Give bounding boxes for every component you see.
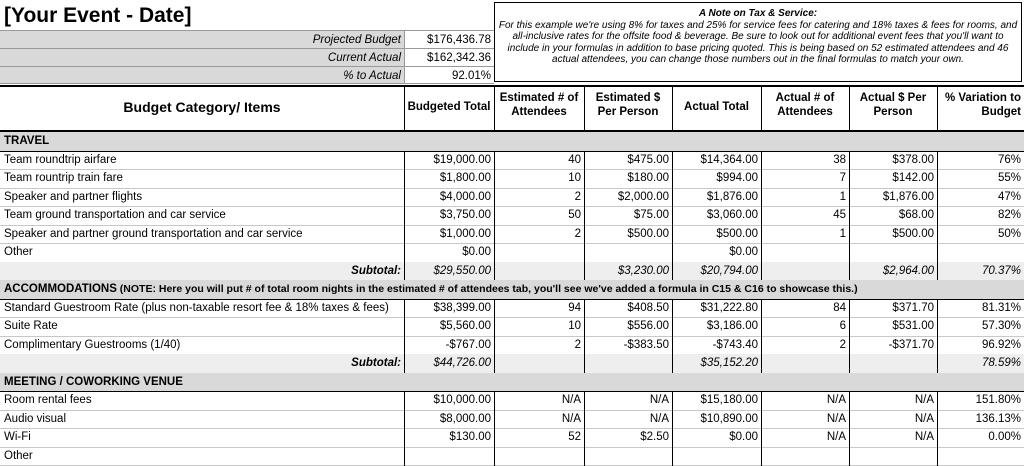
- item-value: $38,399.00: [433, 301, 491, 314]
- item-value: N/A: [649, 394, 669, 406]
- section-title: MEETING / COWORKING VENUE: [4, 375, 183, 388]
- item-value: 40: [568, 153, 581, 166]
- item-name: Team rountrip train fare: [4, 172, 123, 184]
- item-value: $1,876.00: [882, 190, 934, 203]
- item-value: [937, 243, 1024, 262]
- item-value: $0.00: [462, 246, 491, 258]
- item-value: $3,750.00: [439, 209, 491, 221]
- header-est-attendees: Estimated # of Attendees: [499, 92, 579, 118]
- item-value: 38: [833, 153, 846, 166]
- item-name: Speaker and partner ground transportation and car service: [4, 227, 303, 240]
- item-value: 57.30%: [981, 320, 1021, 332]
- pct-to-actual-label: % to Actual: [0, 66, 404, 84]
- item-value: [937, 447, 1024, 466]
- item-value: 55%: [997, 172, 1021, 184]
- item-value: [404, 447, 494, 466]
- item-value: [761, 447, 849, 466]
- item-value: [494, 243, 584, 262]
- pct-to-actual-value: 92.01%: [404, 66, 494, 84]
- item-value: 10: [568, 320, 581, 332]
- item-value: $10,000.00: [433, 394, 491, 406]
- projected-budget-value: $176,436.78: [404, 30, 494, 48]
- item-value: $5,560.00: [439, 320, 491, 332]
- current-actual-value: $162,342.36: [404, 48, 494, 66]
- item-value: $1,000.00: [439, 227, 491, 240]
- item-value: 136.13%: [975, 412, 1021, 425]
- item-value: -$767.00: [445, 338, 491, 351]
- subtotal-variation: 78.59%: [981, 357, 1021, 369]
- item-name: Other: [4, 449, 33, 462]
- subtotal-est-per-person: [584, 354, 672, 373]
- section-note: (NOTE: Here you will put # of total room nights in the estimated # of attendees tab, you'll see we've added a formula in C15 & C16 to showcase this.): [116, 283, 858, 295]
- item-value: $10,890.00: [700, 412, 758, 425]
- item-value: 50: [568, 209, 581, 221]
- subtotal-actual: $35,152.20: [700, 357, 758, 369]
- item-value: -$371.70: [888, 338, 934, 351]
- item-value: 47%: [997, 190, 1021, 203]
- item-value: $19,000.00: [433, 153, 491, 166]
- item-value: $500.00: [716, 227, 758, 240]
- item-value: $0.00: [729, 246, 758, 258]
- item-value: 45: [833, 209, 846, 221]
- item-value: N/A: [826, 431, 846, 443]
- section-header-travel: [0, 132, 1024, 151]
- item-value: N/A: [561, 412, 581, 425]
- item-name: Suite Rate: [4, 320, 58, 332]
- item-value: 151.80%: [975, 394, 1021, 406]
- section-title: ACCOMMODATIONS: [4, 283, 117, 295]
- item-value: 2: [574, 227, 581, 240]
- item-value: [584, 447, 672, 466]
- item-value: 84: [833, 301, 846, 314]
- item-value: $500.00: [892, 227, 934, 240]
- item-value: $1,800.00: [439, 172, 491, 184]
- item-name: Complimentary Guestrooms (1/40): [4, 338, 181, 351]
- item-value: $378.00: [892, 153, 934, 166]
- subtotal-act-per-person: $2,964.00: [882, 264, 934, 277]
- item-value: $14,364.00: [700, 153, 758, 166]
- item-value: $15,180.00: [700, 394, 758, 406]
- item-value: $556.00: [627, 320, 669, 332]
- item-value: 0.00%: [988, 431, 1021, 443]
- section-header-accommodations: [0, 280, 1024, 299]
- item-name: Audio visual: [4, 412, 67, 425]
- item-value: $75.00: [633, 209, 669, 221]
- item-value: $475.00: [627, 153, 669, 166]
- item-value: $3,186.00: [706, 320, 758, 332]
- item-value: 1: [839, 190, 846, 203]
- item-value: $4,000.00: [439, 190, 491, 203]
- item-value: $2,000.00: [617, 190, 669, 203]
- item-value: [584, 243, 672, 262]
- item-value: $371.70: [892, 301, 934, 314]
- item-value: [494, 447, 584, 466]
- item-value: [849, 447, 937, 466]
- section-header-meeting: [0, 373, 1024, 392]
- item-value: N/A: [649, 412, 669, 425]
- header-actual-total: Actual Total: [684, 101, 749, 113]
- item-value: 94: [568, 301, 581, 314]
- item-value: $500.00: [627, 227, 669, 240]
- item-value: N/A: [826, 412, 846, 425]
- item-name: Team roundtrip airfare: [4, 153, 117, 166]
- item-value: $68.00: [898, 209, 934, 221]
- projected-budget-label: Projected Budget: [0, 30, 404, 48]
- item-value: $408.50: [627, 301, 669, 314]
- subtotal-budgeted: $29,550.00: [433, 264, 491, 277]
- subtotal-est-per-person: $3,230.00: [617, 264, 669, 277]
- subtotal-budgeted: $44,726.00: [433, 357, 491, 369]
- current-actual-label: Current Actual: [0, 48, 404, 66]
- subtotal-actual: $20,794.00: [700, 264, 758, 277]
- item-value: 81.31%: [981, 301, 1021, 314]
- section-title: TRAVEL: [4, 135, 50, 147]
- item-value: 6: [839, 320, 846, 332]
- item-value: $31,222.80: [700, 301, 758, 314]
- item-value: [672, 447, 761, 466]
- item-name: Speaker and partner flights: [4, 190, 143, 203]
- header-budgeted-total: Budgeted Total: [407, 101, 491, 113]
- item-value: N/A: [561, 394, 581, 406]
- item-name: Team ground transportation and car service: [4, 209, 226, 221]
- header-act-per-person: Actual $ Per Person: [859, 92, 927, 118]
- item-name: Other: [4, 246, 33, 258]
- item-value: 2: [839, 338, 846, 351]
- item-value: 2: [574, 190, 581, 203]
- item-value: -$743.40: [712, 338, 758, 351]
- item-value: 50%: [997, 227, 1021, 240]
- item-value: $180.00: [627, 172, 669, 184]
- item-name: Wi-Fi: [4, 431, 31, 443]
- item-value: $130.00: [449, 431, 491, 443]
- item-value: $142.00: [892, 172, 934, 184]
- item-value: $8,000.00: [439, 412, 491, 425]
- item-value: 76%: [997, 153, 1021, 166]
- item-value: $531.00: [892, 320, 934, 332]
- header-est-per-person: Estimated $ Per Person: [595, 92, 661, 118]
- item-value: N/A: [914, 394, 934, 406]
- item-value: 82%: [997, 209, 1021, 221]
- item-value: N/A: [826, 394, 846, 406]
- item-value: -$383.50: [623, 338, 669, 351]
- event-title: [Your Event - Date]: [4, 4, 192, 27]
- tax-service-note: [494, 2, 1022, 82]
- item-value: $2.50: [640, 431, 669, 443]
- note-body: For this example we're using 8% for taxes and 25% for service fees for catering and 18% taxes & fees for rooms, and all-inclusive rates for the offsite food & beverage. Be sure to look out for additional event fees that you'll want to include in your formulas in addition to base pricing quoted. This is being based on 52 estimated attendees and 46 actual attendees, you can change those numbers out in the final formulas to match your own.: [498, 19, 1018, 66]
- item-name: Standard Guestroom Rate (plus non-taxable resort fee & 18% taxes & fees): [4, 301, 389, 314]
- subtotal-label: Subtotal:: [351, 264, 401, 277]
- item-value: $1,876.00: [706, 190, 758, 203]
- item-value: 96.92%: [981, 338, 1021, 351]
- header-category: Budget Category/ Items: [123, 99, 281, 115]
- item-value: [761, 243, 849, 262]
- subtotal-act-per-person: [849, 354, 937, 373]
- item-value: 2: [574, 338, 581, 351]
- item-value: 10: [568, 172, 581, 184]
- item-value: [849, 243, 937, 262]
- header-variation: % Variation to Budget: [944, 92, 1021, 118]
- note-title: A Note on Tax & Service:: [698, 8, 818, 19]
- subtotal-label: Subtotal:: [351, 357, 401, 369]
- subtotal-variation: 70.37%: [981, 264, 1021, 277]
- item-value: $3,060.00: [706, 209, 758, 221]
- item-value: $0.00: [729, 431, 758, 443]
- item-value: 1: [839, 227, 846, 240]
- item-value: $994.00: [716, 172, 758, 184]
- item-value: 52: [568, 431, 581, 443]
- header-act-attendees: Actual # of Attendees: [775, 92, 835, 118]
- item-value: N/A: [914, 431, 934, 443]
- item-value: 7: [839, 172, 846, 184]
- item-name: Room rental fees: [4, 394, 92, 406]
- item-value: N/A: [914, 412, 934, 425]
